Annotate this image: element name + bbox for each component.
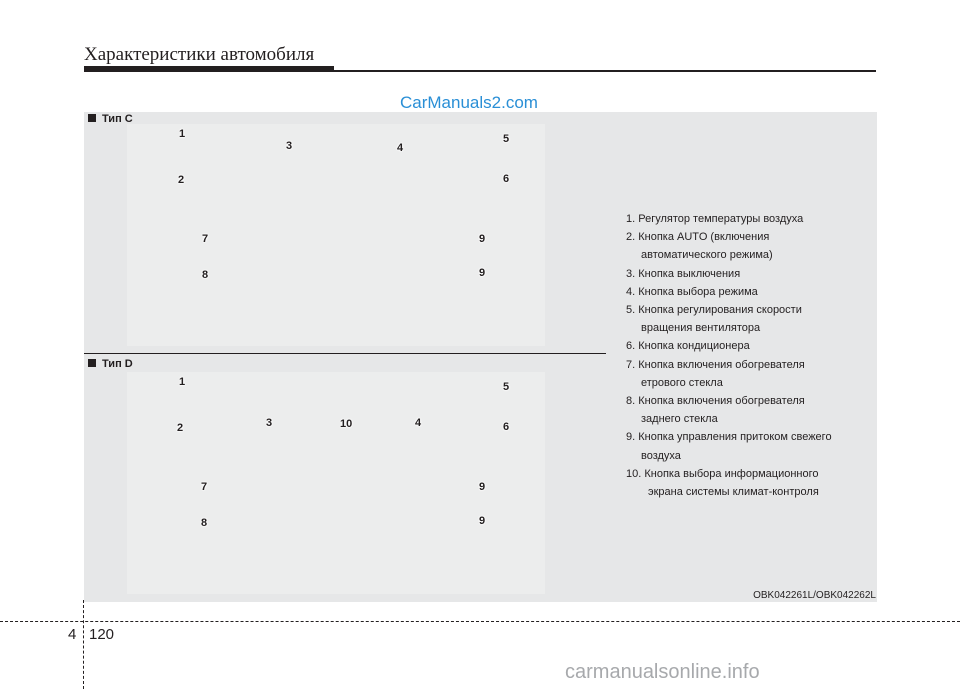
type-d-callout-5: 5 [503,381,510,393]
legend-line-cont: экрана системы климат-контроля [648,486,819,499]
type-d-callout-2: 2 [177,422,184,434]
legend-list [626,210,874,501]
legend-item [626,265,874,283]
legend-item [626,356,874,374]
type-c-callout-7: 7 [202,233,209,245]
legend-line-cont: етрового стекла [641,376,723,389]
legend-item [626,465,874,483]
legend-line-cont: заднего стекла [641,413,718,426]
legend-item-continuation [626,319,874,337]
watermark-carmanuals2[interactable]: CarManuals2.com [400,93,538,112]
type-c-callout-8: 8 [202,269,209,281]
legend-line: 10. Кнопка выбора информационного [626,467,819,480]
legend-item [626,337,874,355]
type-d-callout-9a: 9 [479,481,486,493]
legend-line-cont: автоматического режима) [641,249,773,262]
legend-item [626,228,874,246]
page-header-title: Характеристики автомобиля [84,44,315,65]
legend-item-continuation [626,374,874,392]
type-d-callout-3: 3 [266,417,273,429]
legend-item [626,283,874,301]
type-d-callout-6: 6 [503,421,510,433]
type-c-callout-9a: 9 [479,233,486,245]
legend-item [626,301,874,319]
legend-line: 8. Кнопка включения обогревателя [626,395,805,408]
legend-line: 6. Кнопка кондиционера [626,340,750,353]
header-rule-thin [334,70,876,72]
type-d-callout-10: 10 [340,418,353,430]
type-c-callout-1: 1 [179,128,186,140]
legend-item [626,210,874,228]
legend-item-continuation [626,447,874,465]
legend-line: 7. Кнопка включения обогревателя [626,358,805,371]
type-d-callout-8: 8 [201,517,208,529]
crop-mark-vertical [83,600,84,689]
header-rule-thick [84,66,334,72]
type-d-callout-4: 4 [415,417,422,429]
type-d-callout-9b: 9 [479,515,486,527]
legend-line: 3. Кнопка выключения [626,267,741,280]
type-c-callout-2: 2 [178,174,185,186]
type-d-callout-7: 7 [201,481,208,493]
type-c-callout-3: 3 [286,140,293,152]
square-bullet-icon [88,359,96,367]
legend-line: 2. Кнопка AUTO (включения [626,231,770,244]
type-d-label-text: Тип D [102,358,133,370]
legend-line: 9. Кнопка управления притоком свежего [626,431,832,444]
legend-item-continuation [626,410,874,428]
crop-mark-horizontal [0,621,960,622]
chapter-number: 4 [68,626,77,643]
legend-item-continuation [626,246,874,264]
type-d-callout-1: 1 [179,376,186,388]
legend-line-cont: вращения вентилятора [641,322,761,335]
legend-item-continuation [626,483,874,501]
watermark-carmanualsonline[interactable]: carmanualsonline.info [565,661,760,683]
type-d-label [88,358,133,370]
legend-line: 4. Кнопка выбора режима [626,285,758,298]
square-bullet-icon [88,114,96,122]
type-c-label-text: Тип C [102,113,133,125]
type-c-callout-9b: 9 [479,267,486,279]
legend-item [626,392,874,410]
page-number: 120 [89,626,115,643]
type-c-callout-6: 6 [503,173,510,185]
legend-line-cont: воздуха [641,449,681,462]
type-divider [84,353,606,354]
legend-line: 1. Регулятор температуры воздуха [626,213,804,225]
figure-code: OBK042261L/OBK042262L [753,590,876,601]
type-c-callout-4: 4 [397,142,404,154]
type-c-callout-5: 5 [503,133,510,145]
type-c-label [88,113,133,125]
legend-item [626,428,874,446]
legend-line: 5. Кнопка регулирования скорости [626,304,802,317]
